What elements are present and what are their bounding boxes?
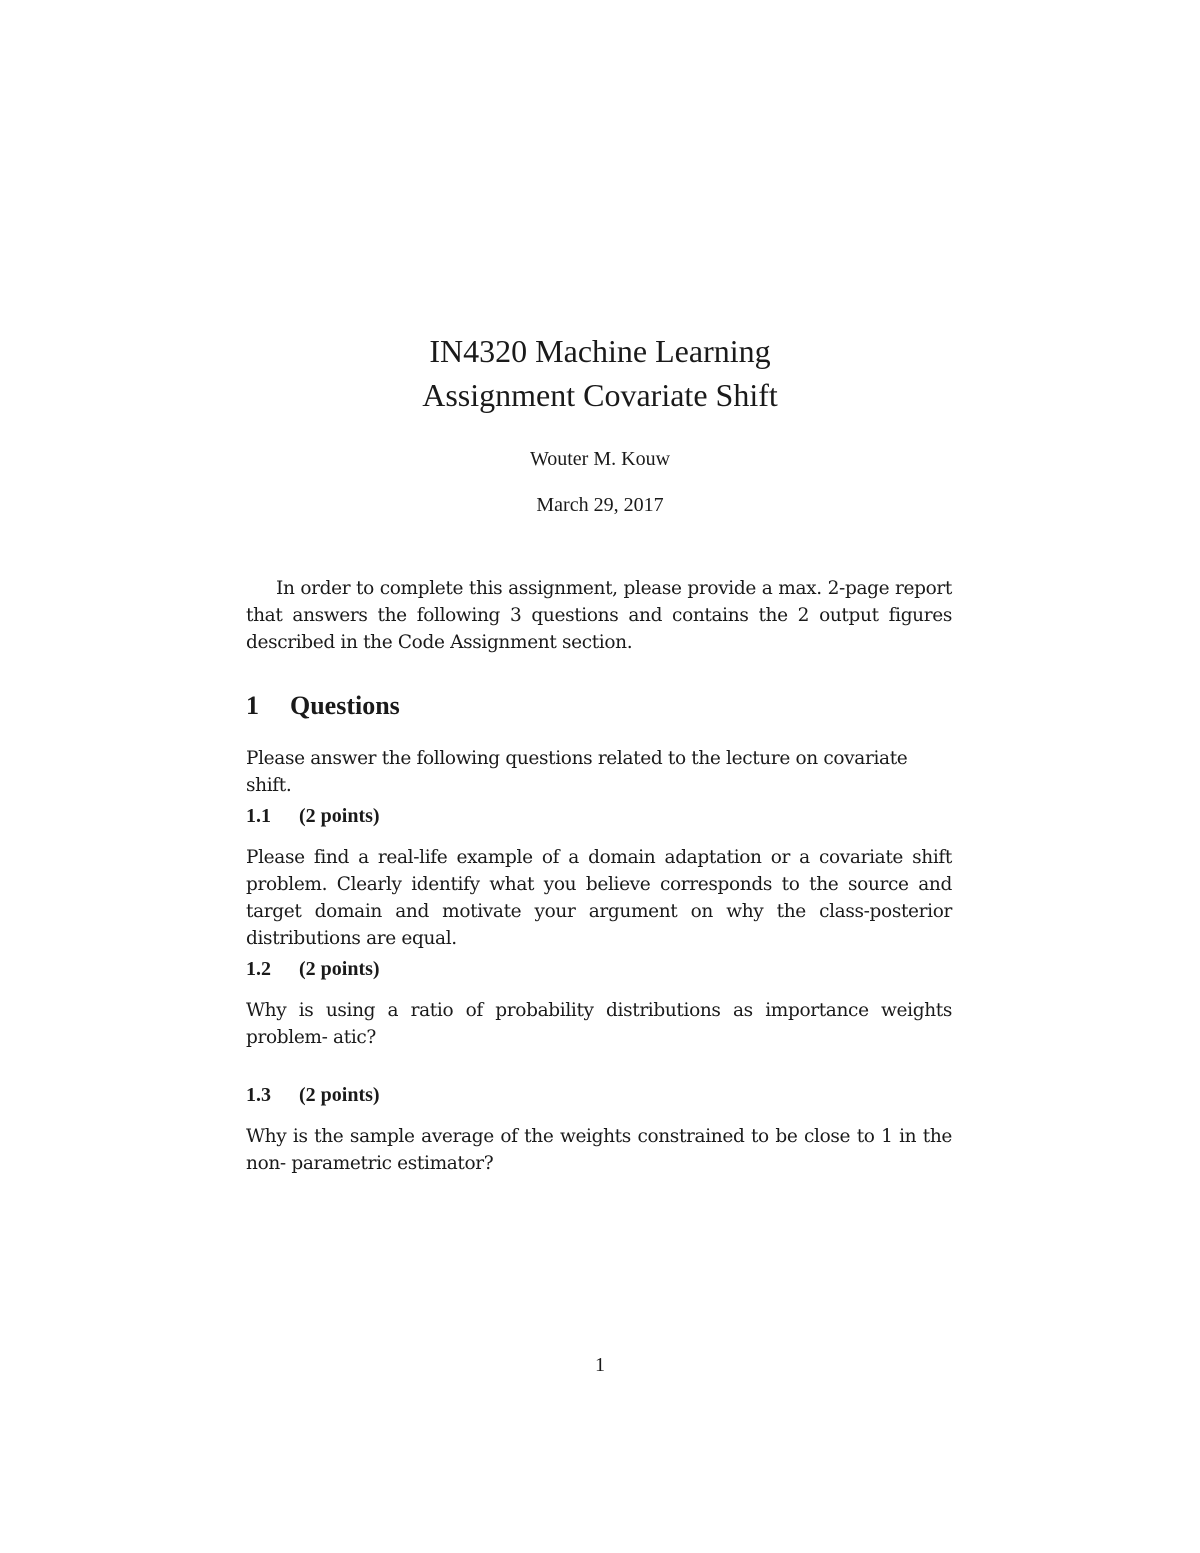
subsection-text-1-3: Why is the sample average of the weights constrained to be close to 1 in the non- parametric estimator? [246,1126,952,1174]
section-number: 1 [246,691,259,720]
subsection-number: 1.3 [246,1084,271,1106]
page-number: 1 [595,1354,605,1376]
subsection-number: 1.1 [246,805,271,827]
subsection-text-1-2: Why is using a ratio of probability distributions as importance weights problem- atic? [246,1000,952,1048]
subsection-heading-1-2 [246,956,380,982]
section-heading [246,690,400,722]
title-line-2: Assignment Covariate Shift [422,377,778,413]
subsection-heading-1-1 [246,803,380,829]
subsection-heading-1-3 [246,1082,380,1108]
section-title: Questions [290,691,400,720]
section-intro: Please answer the following questions related to the lecture on covariate shift. [246,748,908,796]
title-line-1: IN4320 Machine Learning [429,333,771,369]
intro-text: In order to complete this assignment, please provide a max. 2-page report that answers the following 3 questions and contains the 2 output figures described in the Code Assignment section. [246,578,952,653]
subsection-title: (2 points) [299,1084,380,1106]
intro-paragraph [246,575,952,656]
subsection-title: (2 points) [299,805,380,827]
author: Wouter M. Kouw [529,448,671,470]
date: March 29, 2017 [536,494,664,516]
subsection-title: (2 points) [299,958,380,980]
subsection-number: 1.2 [246,958,271,980]
subsection-text-1-1: Please find a real-life example of a domain adaptation or a covariate shift problem. Clearly identify what you believe corresponds to the source and target domain and motivate your argument on why the class-posterior distributions are equal. [246,847,952,949]
